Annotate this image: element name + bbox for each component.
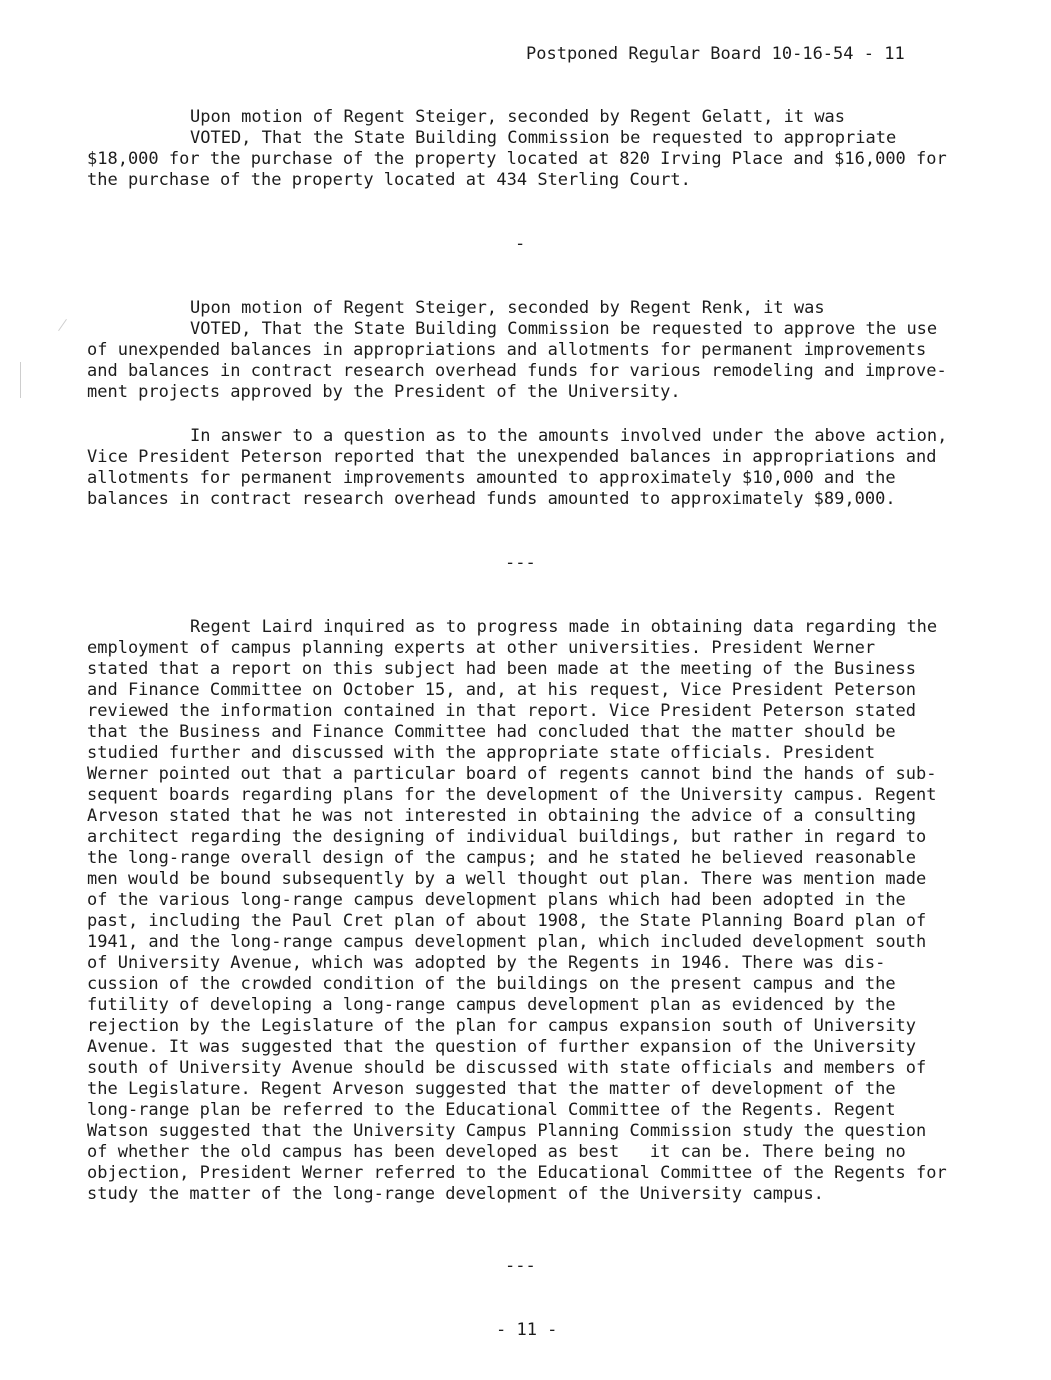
page-number: - 11 - xyxy=(496,1320,558,1340)
section-separator: - xyxy=(515,234,526,254)
text-line: Regent Laird inquired as to progress made in obtaining data regarding the xyxy=(190,617,938,637)
text-line: south of University Avenue should be discussed with state officials and members of xyxy=(87,1058,927,1078)
text-line: balances in contract research overhead funds amounted to approximately $89,000. xyxy=(87,489,896,509)
margin-mark xyxy=(20,362,21,398)
text-line: of University Avenue, which was adopted by the Regents in 1946. There was dis- xyxy=(87,953,886,973)
text-line: study the matter of the long-range development of the University campus. xyxy=(87,1184,824,1204)
text-line: the long-range overall design of the campus; and he stated he believed reasonable xyxy=(87,848,917,868)
text-line: Upon motion of Regent Steiger, seconded by Regent Renk, it was xyxy=(190,298,825,318)
margin-mark xyxy=(58,319,67,331)
text-line: cussion of the crowded condition of the buildings on the present campus and the xyxy=(87,974,896,994)
text-line: men would be bound subsequently by a well thought out plan. There was mention made xyxy=(87,869,927,889)
text-line: 1941, and the long-range campus development plan, which included development south xyxy=(87,932,927,952)
text-line: Vice President Peterson reported that the unexpended balances in appropriations and xyxy=(87,447,937,467)
text-line: Werner pointed out that a particular board of regents cannot bind the hands of sub- xyxy=(87,764,937,784)
running-header: Postponed Regular Board 10-16-54 - 11 xyxy=(526,44,905,64)
text-line: that the Business and Finance Committee had concluded that the matter should be xyxy=(87,722,896,742)
text-line: objection, President Werner referred to the Educational Committee of the Regents for xyxy=(87,1163,947,1183)
text-line: Arveson stated that he was not interested in obtaining the advice of a consulting xyxy=(87,806,917,826)
text-line: and balances in contract research overhead funds for various remodeling and improve- xyxy=(87,361,947,381)
text-line: stated that a report on this subject had been made at the meeting of the Business xyxy=(87,659,917,679)
text-line: $18,000 for the purchase of the property located at 820 Irving Place and $16,000 for xyxy=(87,149,947,169)
text-line: VOTED, That the State Building Commission be requested to approve the use xyxy=(190,319,938,339)
text-line: ment projects approved by the President of the University. xyxy=(87,382,681,402)
text-line: of whether the old campus has been developed as best it can be. There being no xyxy=(87,1142,906,1162)
text-line: rejection by the Legislature of the plan for campus expansion south of University xyxy=(87,1016,917,1036)
text-line: Upon motion of Regent Steiger, seconded by Regent Gelatt, it was xyxy=(190,107,846,127)
text-line: VOTED, That the State Building Commission be requested to appropriate xyxy=(190,128,897,148)
text-line: reviewed the information contained in that report. Vice President Peterson stated xyxy=(87,701,917,721)
text-line: of the various long-range campus development plans which had been adopted in the xyxy=(87,890,906,910)
text-line: and Finance Committee on October 15, and, at his request, Vice President Peterson xyxy=(87,680,917,700)
section-separator: --- xyxy=(505,1256,536,1276)
text-line: sequent boards regarding plans for the development of the University campus. Regent xyxy=(87,785,937,805)
text-line: employment of campus planning experts at other universities. President Werner xyxy=(87,638,876,658)
text-line: In answer to a question as to the amounts involved under the above action, xyxy=(190,426,948,446)
text-line: Avenue. It was suggested that the question of further expansion of the University xyxy=(87,1037,917,1057)
text-line: the purchase of the property located at 434 Sterling Court. xyxy=(87,170,691,190)
text-line: Watson suggested that the University Campus Planning Commission study the question xyxy=(87,1121,927,1141)
text-line: architect regarding the designing of individual buildings, but rather in regard to xyxy=(87,827,927,847)
section-separator: --- xyxy=(505,553,536,573)
text-line: of unexpended balances in appropriations and allotments for permanent improvements xyxy=(87,340,927,360)
text-line: the Legislature. Regent Arveson suggested that the matter of development of the xyxy=(87,1079,896,1099)
text-line: studied further and discussed with the appropriate state officials. President xyxy=(87,743,876,763)
text-line: long-range plan be referred to the Educational Committee of the Regents. Regent xyxy=(87,1100,896,1120)
text-line: allotments for permanent improvements amounted to approximately $10,000 and the xyxy=(87,468,896,488)
text-line: futility of developing a long-range campus development plan as evidenced by the xyxy=(87,995,896,1015)
text-line: past, including the Paul Cret plan of about 1908, the State Planning Board plan of xyxy=(87,911,927,931)
